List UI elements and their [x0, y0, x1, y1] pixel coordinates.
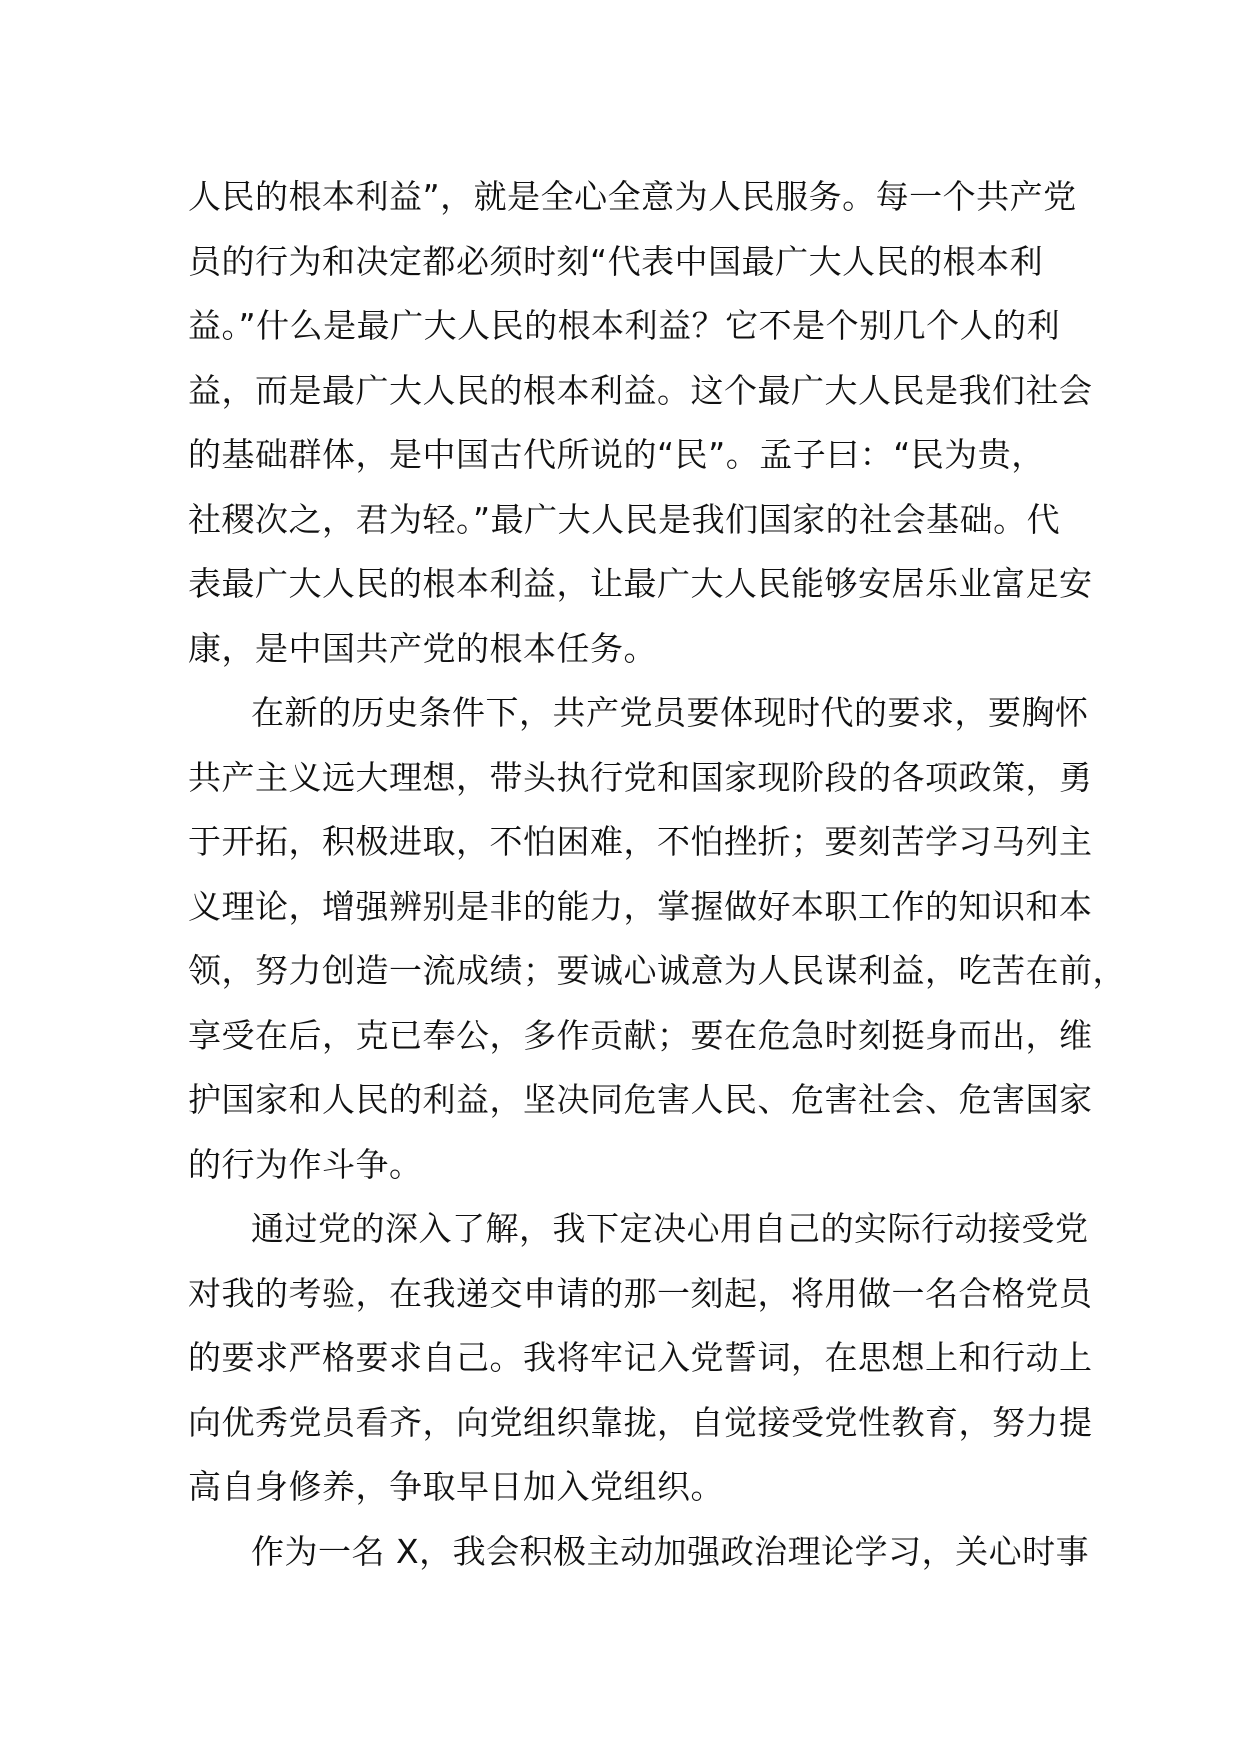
text-line: 向优秀党员看齐，向党组织靠拢，自觉接受党性教育，努力提	[188, 1402, 1093, 1442]
text-line: 的行为作斗争。	[188, 1144, 423, 1184]
text-line: 领，努力创造一流成绩；要诚心诚意为人民谋利益，吃苦在前，	[188, 951, 1126, 990]
text-line: 社稷次之，君为轻。”最广大人民是我们国家的社会基础。代	[188, 499, 1061, 539]
text-line: 享受在后，克已奉公，多作贡献；要在危急时刻挺身而出，维	[188, 1015, 1093, 1055]
text-line: 义理论，增强辨别是非的能力，掌握做好本职工作的知识和本	[188, 886, 1093, 926]
text-line: 高自身修养，争取早日加入党组织。	[188, 1467, 724, 1506]
text-line: 表最广大人民的根本利益，让最广大人民能够安居乐业富足安	[188, 564, 1093, 603]
text-line: 的要求严格要求自己。我将牢记入党誓词，在思想上和行动上	[188, 1338, 1093, 1377]
text-line: 员的行为和决定都必须时刻“代表中国最广大人民的根本利	[188, 241, 1044, 281]
text-line: 对我的考验，在我递交申请的那一刻起，将用做一名合格党员	[188, 1273, 1093, 1313]
text-line: 的基础群体，是中国古代所说的“民”。孟子曰：“民为贵，	[188, 435, 1045, 474]
text-line: 康，是中国共产党的根本任务。	[188, 628, 657, 668]
text-line: 益。”什么是最广大人民的根本利益？它不是个别几个人的利	[188, 306, 1061, 345]
text-line: 护国家和人民的利益，坚决同危害人民、危害社会、危害国家	[188, 1080, 1093, 1119]
body-text	[188, 165, 1126, 1584]
text-line: 于开拓，积极进取，不怕困难，不怕挫折；要刻苦学习马列主	[188, 822, 1093, 861]
paragraph-first-line: 在新的历史条件下，共产党员要体现时代的要求，要胸怀	[251, 693, 1089, 732]
paragraph-first-line: 作为一名 X，我会积极主动加强政治理论学习，关心时事	[251, 1531, 1090, 1571]
text-line: 益，而是最广大人民的根本利益。这个最广大人民是我们社会	[188, 370, 1093, 410]
text-line: 共产主义远大理想，带头执行党和国家现阶段的各项政策，勇	[188, 757, 1093, 797]
paragraph-first-line: 通过党的深入了解，我下定决心用自己的实际行动接受党	[251, 1209, 1089, 1248]
text-line: 人民的根本利益”，就是全心全意为人民服务。每一个共产党	[188, 177, 1077, 216]
